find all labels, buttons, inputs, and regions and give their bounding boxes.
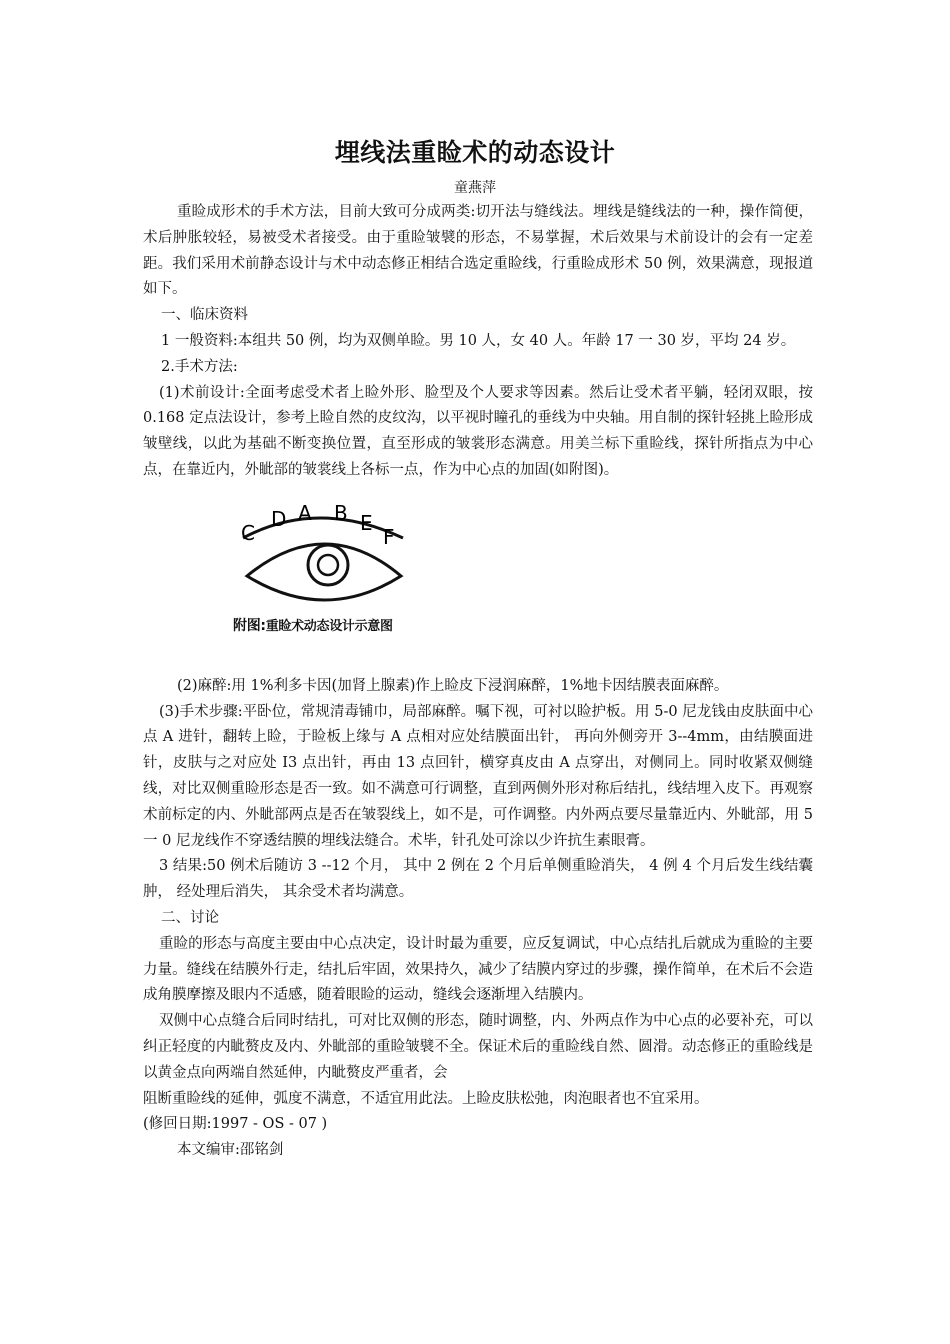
discussion-paragraph-1: 重睑的形态与高度主要由中心点决定，设计时最为重要，应反复调试，中心点结扎后就成为重睑的主要力量。缝线在结膜外行走，结扎后牢固，效果持久，减少了结膜内穿过的步骤，操作简单，在术后不会造成角膜摩擦及眼内不适感，随着眼睑的运动，缝线会逐渐埋入结膜内。 bbox=[143, 935, 813, 1004]
discussion-paragraph-2-continued: 阻断重睑线的延伸，弧度不满意，不适宜用此法。上睑皮肤松弛，肉泡眼者也不宜采用。 bbox=[143, 1090, 709, 1107]
editor-credit: 本文编审:邵铭剑 bbox=[177, 1142, 284, 1159]
pupil-circle bbox=[318, 555, 338, 575]
point-label-b: B bbox=[334, 500, 348, 525]
point-label-a: A bbox=[298, 500, 312, 525]
article-title: 埋线法重睑术的动态设计 bbox=[334, 138, 616, 167]
eye-diagram-icon bbox=[233, 492, 413, 612]
intro-paragraph: 重睑成形术的手术方法，目前大致可分成两类:切开法与缝线法。埋线是缝线法的一种，操作简便，术后肿胀较轻，易被受术者接受。由于重睑皱襞的形态，不易掌握，术后效果与术前设计的会有一定差距。我们采用术前静态设计与术中动态修正相结合选定重睑线，行重睑成形术 50 例，效果满意，现报道如下。 bbox=[143, 204, 813, 298]
discussion-paragraph-2: 双侧中心点缝合后同时结扎，可对比双侧的形态，随时调整，内、外两点作为中心点的必要补充，可以纠正轻度的内眦赘皮及内、外眦部的重睑皱襞不全。保证术后的重睑线自然、圆滑。动态修正的重睑线是以黄金点向两端自然延伸，内眦赘皮严重者，会 bbox=[143, 1013, 813, 1081]
eye-outline bbox=[247, 544, 401, 600]
method-heading: 2.手术方法: bbox=[161, 358, 238, 375]
anesthesia-paragraph: (2)麻醉:用 1%利多卡因(加肾上腺素)作上睑皮下浸润麻醉，1%地卡因结膜表面麻醉。 bbox=[177, 677, 729, 694]
brow-arc-line bbox=[243, 518, 403, 538]
point-label-d: D bbox=[271, 506, 287, 531]
point-label-e: E bbox=[360, 510, 373, 535]
figure-caption-prefix: 附图: bbox=[233, 617, 266, 634]
point-label-f: F bbox=[383, 524, 395, 549]
article-body bbox=[143, 200, 813, 1164]
figure-caption-text: 重睑术动态设计示意图 bbox=[265, 618, 393, 634]
results-paragraph: 3 结果:50 例术后随访 3 --12 个月， 其中 2 例在 2 个月后单侧重睑消失， 4 例 4 个月后发生线结囊肿， 经处理后消失， 其余受术者均满意。 bbox=[143, 858, 813, 901]
figure-caption bbox=[233, 614, 393, 640]
surgical-steps-paragraph: (3)手术步骤:平卧位，常规清毒铺巾，局部麻醉。嘱下视，可衬以睑护板。用 5-0 尼龙钱由皮肤面中心点 A 进针，翻转上睑，于睑板上缘与 A 点相对应处结膜面出针， 再向外侧旁开 3--4mm，由结膜面进针，皮肤与之对应处 I3 点出针，再由 13 点回针，横穿真皮由 A 点穿出，对侧同上。同时收紧双侧缝线，对比双侧重睑形态是否一致。如不满意可行调整，直到两侧外形对称后结扎，线结埋入皮下。再观察术前标定的内、外眦部两点是否在皱裂线上，如不是，可作调整。内外两点要尽量靠近内、外眦部，用 5 一 0 尼龙线作不穿透结膜的埋线法缝合。术毕，针孔处可涂以少许抗生素眼膏。 bbox=[143, 703, 813, 849]
author-name: 童燕萍 bbox=[454, 180, 496, 196]
revision-date: (修回日期:1997 - OS - 07 ) bbox=[143, 1116, 328, 1133]
section-heading-discussion: 二、讨论 bbox=[161, 909, 219, 926]
iris-circle bbox=[308, 545, 348, 585]
section-heading-clinical: 一、临床资料 bbox=[161, 307, 248, 324]
point-label-c: C bbox=[241, 520, 255, 545]
figure-eye-diagram bbox=[143, 484, 813, 674]
general-info-paragraph: 1 一般资料:本组共 50 例，均为双侧单睑。男 10 人，女 40 人。年龄 17 一 30 岁，平均 24 岁。 bbox=[161, 332, 796, 349]
preop-design-paragraph: (1)术前设计:全面考虑受术者上睑外形、脸型及个人要求等因素。然后让受术者平躺，轻闭双眼，按 0.168 定点法设计，参考上睑自然的皮纹沟，以平视时瞳孔的垂线为中央轴。用自制的探针轻挑上睑形成皱壁线，以此为基础不断变换位置，直至形成的皱裳形态满意。用美兰标下重睑线，探针所指点为中心点，在靠近内，外眦部的皱裳线上各标一点，作为中心点的加固(如附图)。 bbox=[143, 384, 813, 478]
